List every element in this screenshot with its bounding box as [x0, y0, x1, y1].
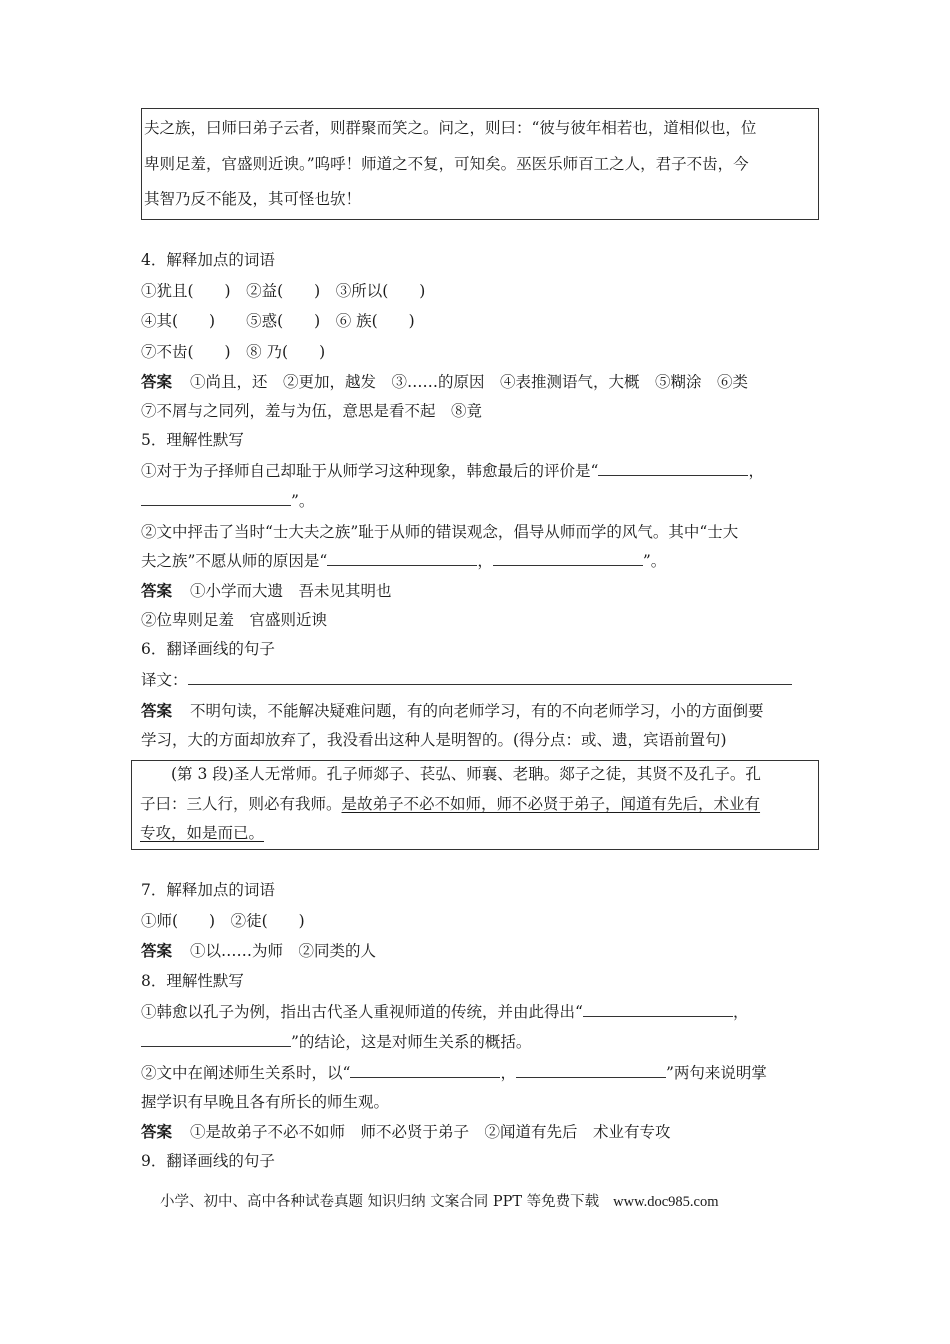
question-text: ②文中抨击了当时“士大夫之族”耻于从师的错误观念，倡导从师而学的风气。其中“士大 — [141, 523, 739, 541]
question-title: 9．翻译画线的句子 — [141, 1152, 275, 1170]
answer-blank[interactable] — [598, 460, 748, 476]
passage-line: 夫之族，曰师曰弟子云者，则群聚而笑之。问之，则曰：“彼与彼年相若也，道相似也，位 — [144, 119, 757, 137]
question-title: 5．理解性默写 — [141, 431, 244, 449]
question-text: 握学识有早晚且各有所长的师生观。 — [141, 1093, 390, 1111]
answer-blank[interactable] — [583, 1001, 733, 1017]
question-text — [141, 1062, 820, 1084]
answer-line: ⑦不屑与之同列，羞与为伍，意思是看不起 ⑧竟 — [141, 402, 483, 420]
answer-label: 答案 — [141, 1122, 173, 1141]
question-text-part: ， — [500, 1064, 516, 1082]
answer-blank[interactable] — [350, 1062, 500, 1078]
question-text — [141, 460, 820, 482]
question-text — [141, 490, 820, 512]
answer-line — [141, 580, 820, 602]
answer-line — [141, 940, 820, 962]
footer-text: 小学、初中、高中各种试卷真题 知识归纳 文案合同 PPT 等免费下载 — [160, 1194, 600, 1210]
translation-blank[interactable] — [188, 669, 792, 685]
page-footer — [160, 1190, 719, 1211]
answer-blank[interactable] — [493, 550, 643, 566]
question-title: 4．解释加点的词语 — [141, 251, 275, 269]
question-text — [141, 1001, 820, 1023]
answer-text: ①是故弟子不必不如师 师不必贤于弟子 ②闻道有先后 术业有专攻 — [190, 1123, 671, 1141]
question-items: ①犹且( ) ②益( ) ③所以( ) — [141, 282, 426, 300]
answer-line: 学习，大的方面却放弃了，我没看出这种人是明智的。(得分点：或、遗，宾语前置句) — [141, 731, 727, 749]
question-text-part: 夫之族”不愿从师的原因是“ — [141, 552, 328, 570]
answer-label: 答案 — [141, 581, 173, 600]
passage-line: 其智乃反不能及，其可怪也欤！ — [144, 190, 362, 208]
passage-line — [140, 793, 760, 815]
question-text-part: ”。 — [642, 552, 667, 570]
answer-text: ①以……为师 ②同类的人 — [190, 942, 377, 960]
question-title: 6．翻译画线的句子 — [141, 640, 275, 658]
answer-text: 不明句读，不能解决疑难问题，有的向老师学习，有的不向老师学习，小的方面倒要 — [190, 702, 764, 720]
question-text-part: ①对于为子择师自己却耻于从师学习这种现象，韩愈最后的评价是“ — [141, 462, 599, 480]
passage-line: 卑则足羞，官盛则近谀。”呜呼！师道之不复，可知矣。巫医乐师百工之人，君子不齿，今 — [144, 155, 749, 173]
answer-blank[interactable] — [141, 490, 291, 506]
underlined-sentence: 专攻，如是而已。 — [140, 824, 265, 842]
question-title: 8．理解性默写 — [141, 972, 244, 990]
question-items: ④其( ) ⑤惑( ) ⑥ 族( ) — [141, 312, 415, 330]
footer-link[interactable]: www.doc985.com — [613, 1194, 719, 1210]
answer-label: 答案 — [141, 701, 173, 720]
answer-label: 答案 — [141, 941, 173, 960]
question-items: ⑦不齿( ) ⑧ 乃( ) — [141, 343, 326, 361]
question-text-part: ②文中在阐述师生关系时，以“ — [141, 1064, 351, 1082]
answer-line — [141, 700, 820, 722]
question-text-part: ”的结论，这是对师生关系的概括。 — [291, 1033, 532, 1051]
question-text-part: ， — [748, 462, 764, 480]
question-text-part: ， — [477, 552, 493, 570]
answer-text: ①尚且，还 ②更加，越发 ③……的原因 ④表推测语气，大概 ⑤糊涂 ⑥类 — [190, 373, 749, 391]
question-text — [141, 1031, 820, 1053]
question-text-part: ”。 — [291, 492, 315, 510]
answer-blank[interactable] — [327, 550, 477, 566]
answer-text: ①小学而大遗 吾未见其明也 — [190, 582, 392, 600]
passage-text: 子曰：三人行，则必有我师。 — [140, 795, 342, 813]
question-text — [141, 550, 820, 572]
passage-box-2 — [131, 760, 819, 850]
answer-blank[interactable] — [516, 1062, 666, 1078]
question-text-part: ”两句来说明掌 — [665, 1064, 767, 1082]
question-text-part: ①韩愈以孔子为例，指出古代圣人重视师道的传统，并由此得出“ — [141, 1003, 583, 1021]
translation-line — [141, 669, 820, 691]
passage-line — [140, 822, 264, 844]
passage-box-1 — [141, 108, 819, 220]
answer-line — [141, 1121, 820, 1143]
question-text-part: ， — [732, 1003, 749, 1021]
question-items: ①师( ) ②徒( ) — [141, 912, 305, 930]
answer-blank[interactable] — [141, 1031, 291, 1047]
answer-line: ②位卑则足羞 官盛则近谀 — [141, 611, 328, 629]
underlined-sentence: 是故弟子不必不如师，师不必贤于弟子，闻道有先后，术业有 — [341, 795, 761, 813]
question-title: 7．解释加点的词语 — [141, 881, 275, 899]
answer-line — [141, 371, 820, 393]
passage-line: (第 3 段)圣人无常师。孔子师郯子、苌弘、师襄、老聃。郯子之徒，其贤不及孔子。孔 — [140, 765, 761, 783]
answer-label: 答案 — [141, 372, 173, 391]
translation-label: 译文： — [141, 671, 188, 689]
